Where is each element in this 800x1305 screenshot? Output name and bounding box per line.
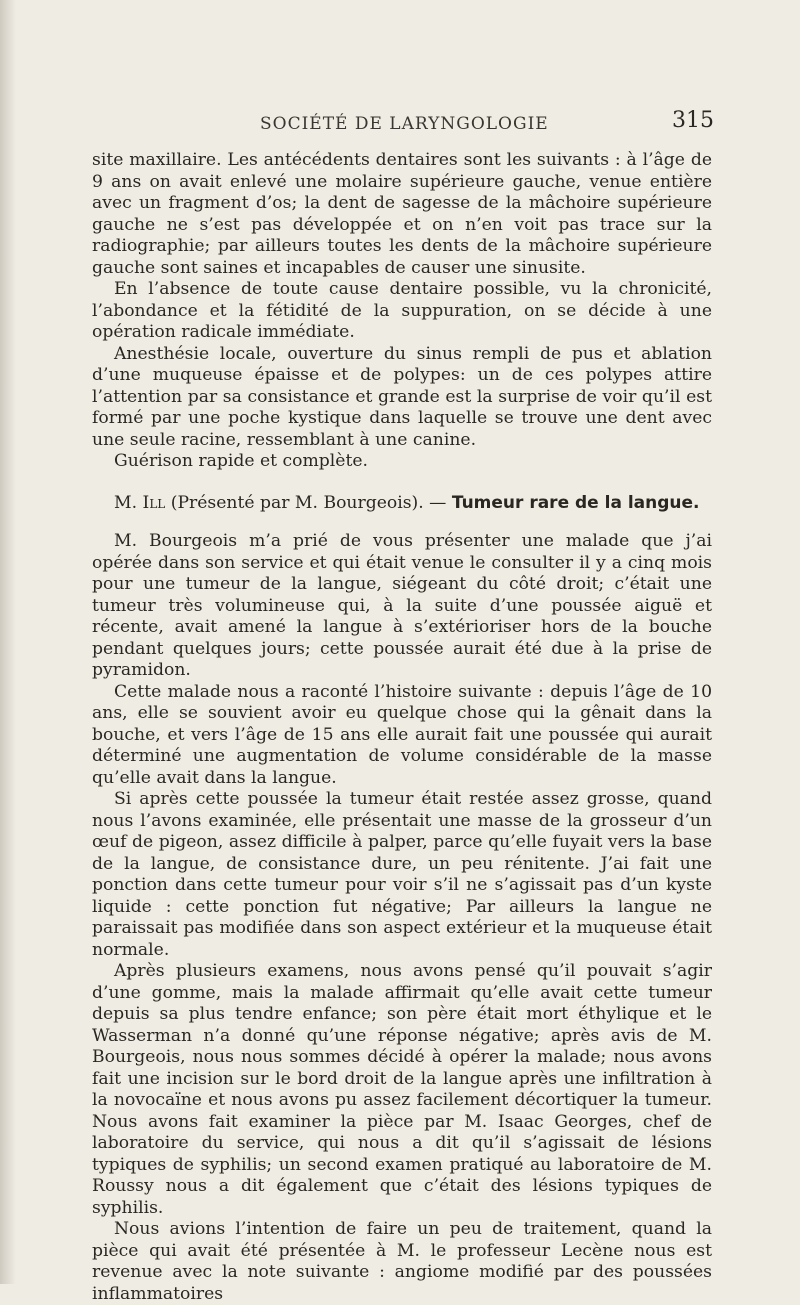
author-name: Ill bbox=[142, 492, 166, 513]
section-heading bbox=[92, 493, 712, 515]
running-header bbox=[92, 108, 714, 140]
paragraph-2: En l’absence de toute cause dentaire possible, vu la chronicité, l’abondance et la fétidité de la suppuration, on se décide à une opération radicale immédiate. bbox=[92, 279, 712, 342]
presenter: (Présenté par M. Bourgeois). — bbox=[170, 492, 447, 513]
page-edge bbox=[0, 0, 16, 1284]
author-prefix: M. bbox=[114, 492, 138, 513]
paragraph-8: Après plusieurs examens, nous avons pensé qu’il pouvait s’agir d’une gomme, mais la malade affirmait qu’elle avait cette tumeur depuis sa plus tendre enfance; son père était mort éthylique et le Wasserman n’a donné qu’une réponse négative; après avis de M. Bourgeois, nous nous sommes décidé à opérer la malade; nous avons fait une incision sur le bord droit de la langue après une infiltration à la novocaïne et nous avons pu assez facilement décortiquer la tumeur. Nous avons fait examiner la pièce par M. Isaac Georges, chef de laboratoire du service, qui nous a dit qu’il s’agissait de lésions typiques de syphilis; un second examen pratiqué au laboratoire de M. Roussy nous a dit également que c’était des lésions typiques de syphilis. bbox=[92, 961, 712, 1218]
paragraph-4: Guérison rapide et complète. bbox=[114, 451, 369, 471]
paragraph-7: Si après cette poussée la tumeur était restée assez grosse, quand nous l’avons examinée, elle présentait une masse de la grosseur d’un œuf de pigeon, assez difficile à palper, parce qu’elle fuyait vers la base de la langue, de consistance dure, un peu rénitente. J’ai fait une ponction dans cette tumeur pour voir s’il ne s’agissait pas d’un kyste liquide : cette ponction fut négative; Par ailleurs la langue ne paraissait pas modifiée dans son aspect extérieur et la muqueuse était normale. bbox=[92, 789, 712, 960]
paragraph-9: Nous avions l’intention de faire un peu de traitement, quand la pièce qui avait été présentée à M. le professeur Lecène nous est revenue avec la note suivante : angiome modifié par des poussées inflammatoires bbox=[92, 1219, 712, 1304]
paragraph-5: M. Bourgeois m’a prié de vous présenter une malade que j’ai opérée dans son service et qui était venue le consulter il y a cinq mois pour une tumeur de la langue, siégeant du côté droit; c’était une tumeur très volumineuse qui, à la suite d’une poussée aiguë et récente, avait amené la langue à s’extérioriser hors de la bouche pendant quelques jours; cette poussée aurait été due à la prise de pyramidon. bbox=[92, 531, 712, 680]
paragraph-3: Anesthésie locale, ouverture du sinus rempli de pus et ablation d’une muqueuse épaisse et de polypes: un de ces polypes attire l’attention par sa consistance et grande est la surprise de voir qu’il est formé par une poche kystique dans laquelle se trouve une dent avec une seule racine, ressemblant à une canine. bbox=[92, 343, 712, 450]
body-text bbox=[92, 150, 712, 1305]
running-title: SOCIÉTÉ DE LARYNGOLOGIE bbox=[260, 114, 549, 134]
page-number: 315 bbox=[672, 108, 714, 133]
paragraph-1: site maxillaire. Les antécédents dentaires sont les suivants : à l’âge de 9 ans on avait enlevé une molaire supérieure gauche, venue entière avec un fragment d’os; la dent de sagesse de la mâchoire supérieure gauche ne s’est pas développée et on n’en voit pas trace sur la radiographie; par ailleurs toutes les dents de la mâchoire supérieure gauche sont saines et incapables de causer une sinusite. bbox=[92, 150, 712, 278]
paragraph-6: Cette malade nous a raconté l’histoire suivante : depuis l’âge de 10 ans, elle se souvient avoir eu quelque chose qui la gênait dans la bouche, et vers l’âge de 15 ans elle aurait fait une poussée qui aurait déterminé une augmentation de volume considérable de la masse qu’elle avait dans la langue. bbox=[92, 681, 712, 788]
section-title: Tumeur rare de la langue. bbox=[451, 492, 700, 513]
